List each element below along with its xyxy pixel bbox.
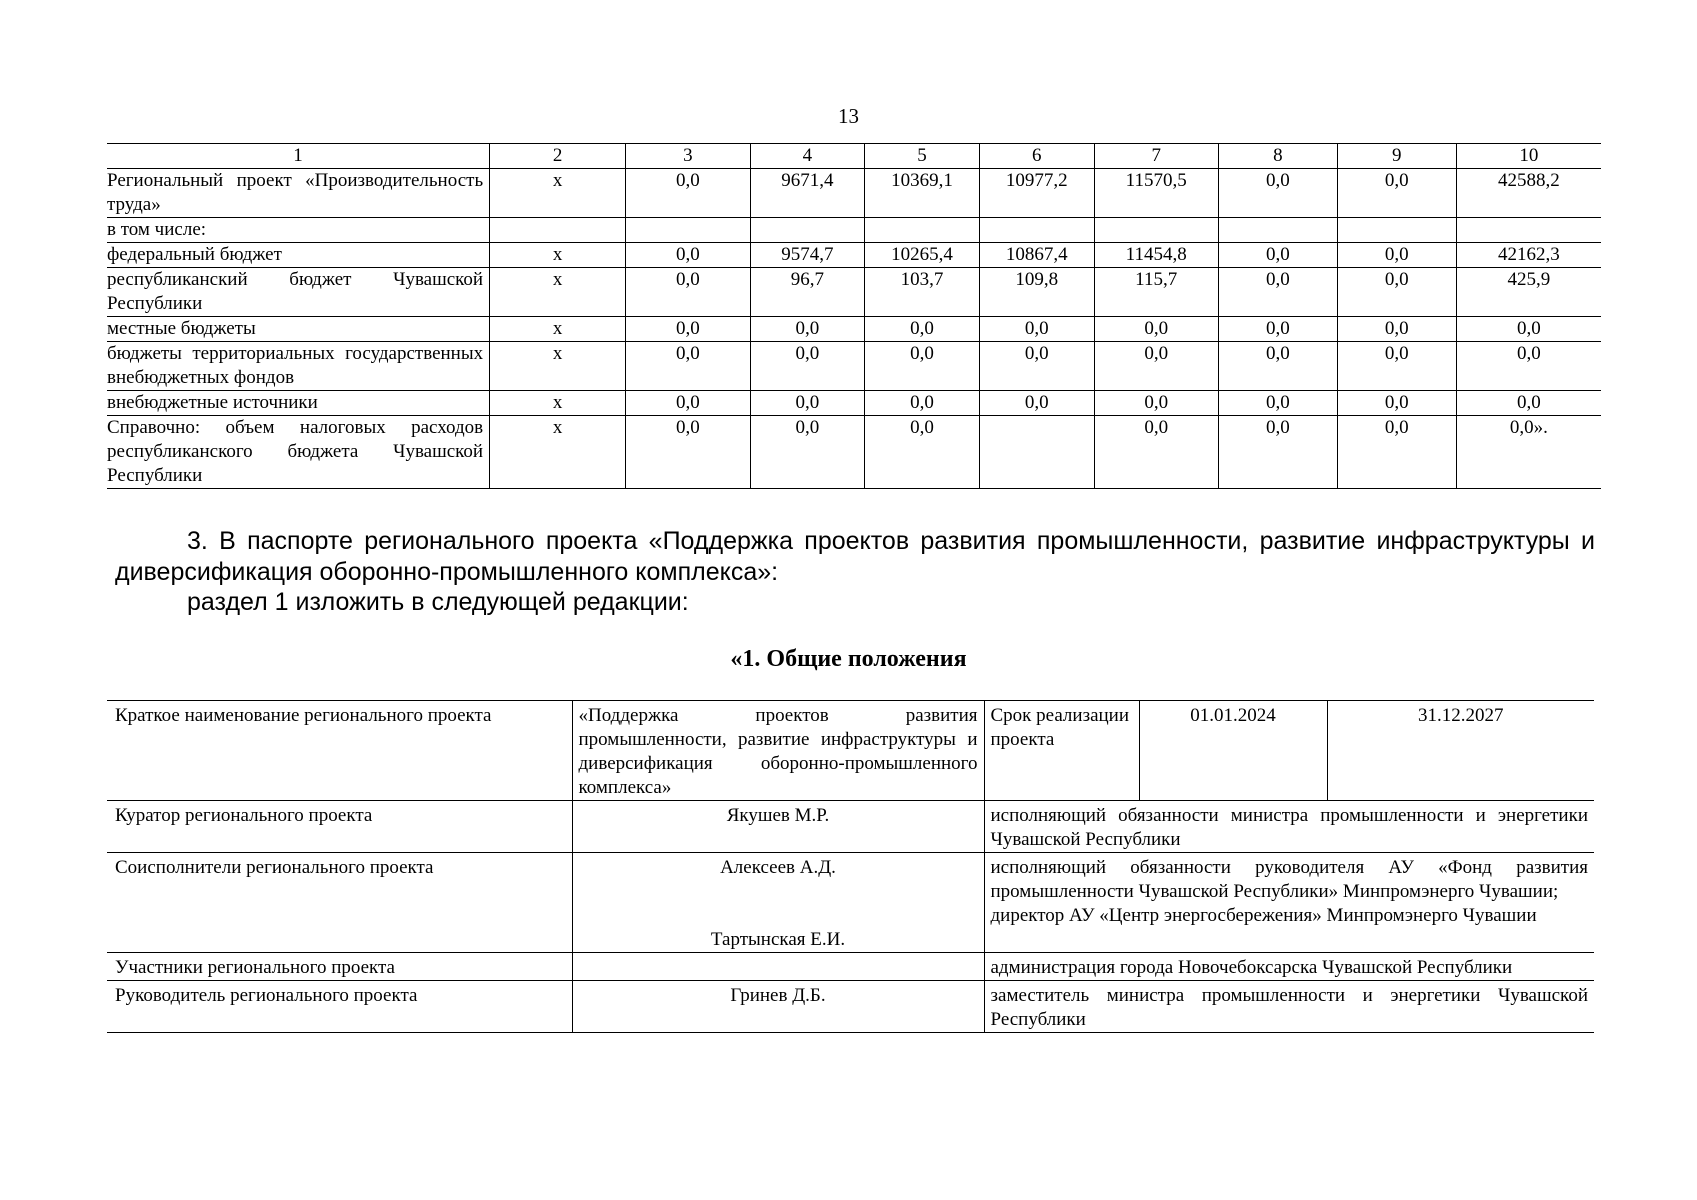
head-name: Гринев Д.Б. — [572, 981, 984, 1033]
table-cell: 96,7 — [750, 268, 865, 317]
table-cell: 0,0 — [865, 391, 980, 416]
table-cell: 10369,1 — [865, 169, 980, 218]
table-cell: 10265,4 — [865, 243, 980, 268]
table-cell: 9574,7 — [750, 243, 865, 268]
table-cell: 425,9 — [1456, 268, 1601, 317]
table-cell: x — [490, 391, 626, 416]
table-cell: 0,0 — [1218, 416, 1337, 489]
row-label: республиканский бюджет Чувашской Республики — [107, 268, 490, 317]
table-cell: 42162,3 — [1456, 243, 1601, 268]
table-row — [107, 218, 1601, 243]
row-label: Справочно: объем налоговых расходов республиканского бюджета Чувашской Республики — [107, 416, 490, 489]
table-row — [107, 169, 1601, 218]
end-date: 31.12.2027 — [1327, 701, 1594, 801]
table-cell: 0,0 — [626, 342, 750, 391]
table-cell: 0,0 — [1218, 169, 1337, 218]
table-cell — [979, 416, 1094, 489]
row-label: Краткое наименование регионального проекта — [107, 701, 572, 801]
table-cell: 0,0 — [865, 416, 980, 489]
table-cell: 0,0 — [1218, 268, 1337, 317]
table-cell: 0,0 — [750, 317, 865, 342]
table-cell: 0,0 — [1337, 243, 1456, 268]
coexecutor-name: Тартынская Е.И. — [710, 929, 846, 950]
table-cell: 0,0 — [979, 342, 1094, 391]
curator-name: Якушев М.Р. — [572, 801, 984, 853]
table-cell: 0,0 — [1456, 342, 1601, 391]
table-cell: 0,0 — [865, 317, 980, 342]
participants-name — [572, 953, 984, 981]
table-cell: 0,0 — [1456, 317, 1601, 342]
table-cell: 0,0 — [626, 243, 750, 268]
coexecutors-names — [572, 853, 984, 953]
table-cell — [1456, 218, 1601, 243]
table-row — [107, 342, 1601, 391]
table-cell: 0,0 — [1337, 391, 1456, 416]
financing-table — [107, 143, 1601, 489]
coexecutor-position: директор АУ «Центр энергосбережения» Минпромэнерго Чувашии — [990, 905, 1537, 926]
table-row — [107, 981, 1594, 1033]
table-cell: 0,0 — [626, 391, 750, 416]
table-cell: 0,0 — [626, 416, 750, 489]
table-row — [107, 701, 1594, 801]
term-label: Срок реализации проекта — [984, 701, 1139, 801]
table-cell: 0,0 — [1094, 317, 1218, 342]
table-row — [107, 416, 1601, 489]
row-label: Куратор регионального проекта — [107, 801, 572, 853]
table-cell: 0,0 — [1094, 391, 1218, 416]
table-cell: x — [490, 268, 626, 317]
column-header: 9 — [1337, 144, 1456, 169]
table-cell: 0,0 — [1337, 317, 1456, 342]
table-row — [107, 801, 1594, 853]
table-cell — [626, 218, 750, 243]
table-cell: 109,8 — [979, 268, 1094, 317]
paragraph-instruction: раздел 1 изложить в следующей редакции: — [187, 588, 689, 616]
row-label: местные бюджеты — [107, 317, 490, 342]
passport-table — [107, 700, 1594, 1033]
table-cell: 0,0 — [1218, 391, 1337, 416]
table-cell: 0,0 — [865, 342, 980, 391]
column-header: 2 — [490, 144, 626, 169]
table-cell: 0,0 — [626, 169, 750, 218]
table-cell: 11570,5 — [1094, 169, 1218, 218]
table-cell — [1094, 218, 1218, 243]
column-header: 6 — [979, 144, 1094, 169]
table-cell — [979, 218, 1094, 243]
table-cell: 0,0 — [1337, 268, 1456, 317]
row-label: Региональный проект «Производительность труда» — [107, 169, 490, 218]
table-cell: 0,0 — [750, 416, 865, 489]
table-cell: 115,7 — [1094, 268, 1218, 317]
coexecutor-name: Алексеев А.Д. — [720, 857, 836, 878]
column-header: 3 — [626, 144, 750, 169]
table-cell: 0,0 — [626, 317, 750, 342]
head-position: заместитель министра промышленности и энергетики Чувашской Республики — [984, 981, 1594, 1033]
coexecutor-position: исполняющий обязанности руководителя АУ «Фонд развития промышленности Чувашской Республики» Минпромэнерго Чувашии; — [990, 857, 1588, 902]
table-cell: 10977,2 — [979, 169, 1094, 218]
coexecutors-positions — [984, 853, 1594, 953]
start-date: 01.01.2024 — [1139, 701, 1327, 801]
table-cell: x — [490, 243, 626, 268]
table-cell — [865, 218, 980, 243]
section-heading: «1. Общие положения — [730, 646, 967, 672]
table-cell: x — [490, 416, 626, 489]
row-label: федеральный бюджет — [107, 243, 490, 268]
column-header: 5 — [865, 144, 980, 169]
table-cell: 0,0 — [1456, 391, 1601, 416]
table-cell: x — [490, 169, 626, 218]
row-label: Соисполнители регионального проекта — [107, 853, 572, 953]
table-cell: 10867,4 — [979, 243, 1094, 268]
table-cell: 0,0 — [626, 268, 750, 317]
row-label: Участники регионального проекта — [107, 953, 572, 981]
table-cell — [490, 218, 626, 243]
table-cell: 0,0». — [1456, 416, 1601, 489]
table-row — [107, 391, 1601, 416]
table-row — [107, 317, 1601, 342]
table-cell: 0,0 — [1337, 416, 1456, 489]
table-cell — [1337, 218, 1456, 243]
table-cell: 0,0 — [750, 342, 865, 391]
row-label: бюджеты территориальных государственных внебюджетных фондов — [107, 342, 490, 391]
row-label: в том числе: — [107, 218, 490, 243]
column-header: 10 — [1456, 144, 1601, 169]
table-cell: 0,0 — [1218, 317, 1337, 342]
table-cell: 0,0 — [1094, 342, 1218, 391]
table-cell: 0,0 — [1218, 243, 1337, 268]
table-cell: 0,0 — [750, 391, 865, 416]
column-header: 1 — [107, 144, 490, 169]
participants-value: администрация города Новочебоксарска Чувашской Республики — [984, 953, 1594, 981]
table-row — [107, 243, 1601, 268]
table-cell: 103,7 — [865, 268, 980, 317]
project-short-name: «Поддержка проектов развития промышленности, развитие инфраструктуры и диверсификация оборонно-промышленного комплекса» — [572, 701, 984, 801]
table-cell: 42588,2 — [1456, 169, 1601, 218]
table-cell — [1218, 218, 1337, 243]
table-cell: x — [490, 342, 626, 391]
table-row — [107, 953, 1594, 981]
table-cell: x — [490, 317, 626, 342]
paragraph-amendment: 3. В паспорте регионального проекта «Поддержка проектов развития промышленности, развитие инфраструктуры и диверсификация оборонно-промышленного комплекса»: — [115, 527, 1595, 586]
column-header: 7 — [1094, 144, 1218, 169]
table-cell: 0,0 — [1337, 342, 1456, 391]
table-cell: 0,0 — [1094, 416, 1218, 489]
table-row — [107, 853, 1594, 953]
row-label: внебюджетные источники — [107, 391, 490, 416]
curator-position: исполняющий обязанности министра промышленности и энергетики Чувашской Республики — [984, 801, 1594, 853]
table-cell: 11454,8 — [1094, 243, 1218, 268]
page-number: 13 — [838, 104, 859, 128]
table-cell: 9671,4 — [750, 169, 865, 218]
table-cell: 0,0 — [979, 317, 1094, 342]
table-cell: 0,0 — [979, 391, 1094, 416]
table-cell: 0,0 — [1337, 169, 1456, 218]
column-header: 4 — [750, 144, 865, 169]
table-cell — [750, 218, 865, 243]
table-header-row — [107, 144, 1601, 169]
column-header: 8 — [1218, 144, 1337, 169]
row-label: Руководитель регионального проекта — [107, 981, 572, 1033]
table-cell: 0,0 — [1218, 342, 1337, 391]
table-row — [107, 268, 1601, 317]
